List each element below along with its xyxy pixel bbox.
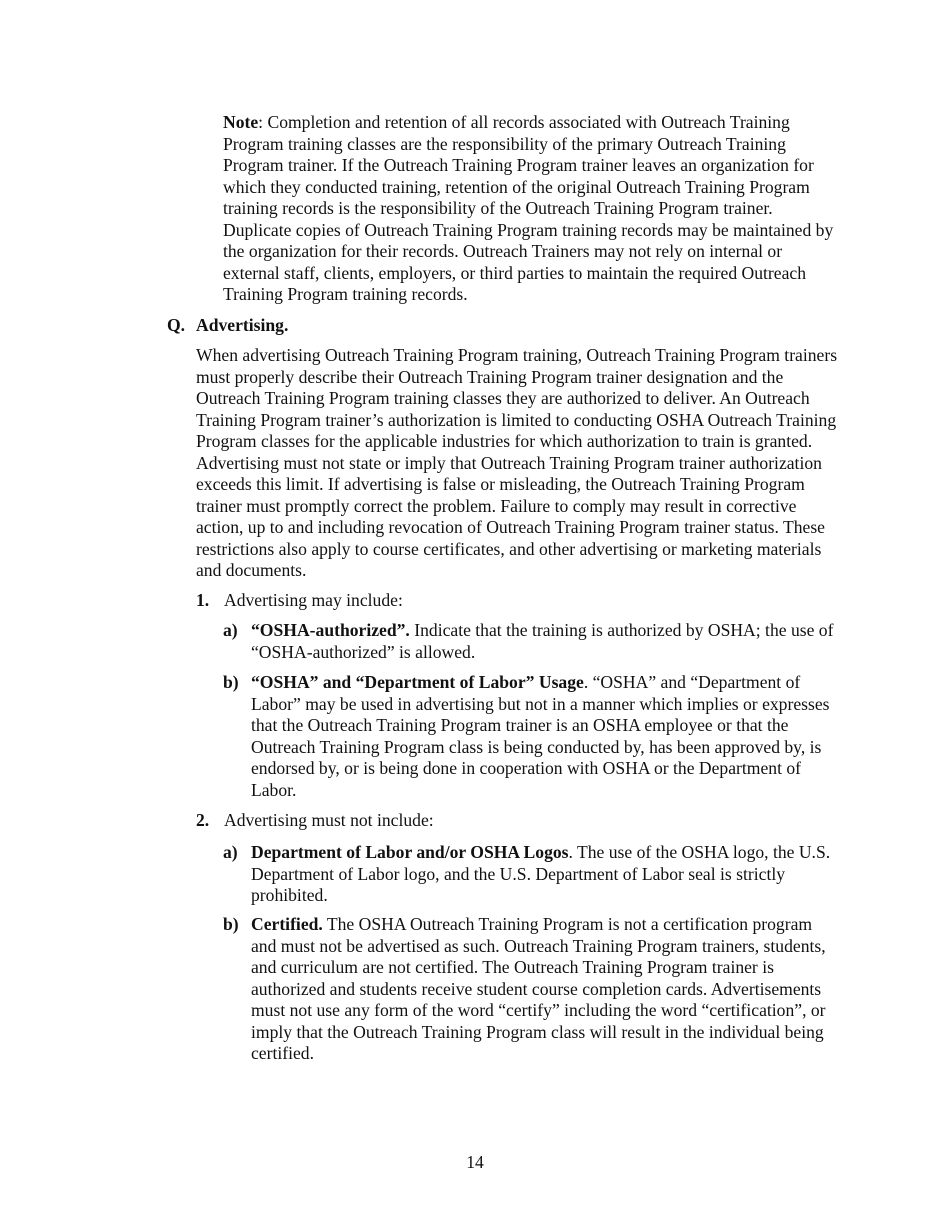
list-item-2b-label: b) — [223, 914, 239, 934]
list-item-2a-text: . The use of the OSHA logo, the U.S. Department of Labor logo, and the U.S. Department of Labor seal is strictly prohibited. — [251, 842, 831, 905]
section-q-title: Advertising. — [196, 315, 289, 335]
list-item-2 — [196, 810, 824, 832]
list-item-2-text: Advertising must not include: — [224, 810, 434, 830]
page-number: 14 — [466, 1152, 484, 1172]
list-item-1-text: Advertising may include: — [224, 590, 403, 610]
list-item-2a — [223, 842, 841, 907]
list-item-1b-title: “OSHA” and “Department of Labor” Usage — [251, 672, 584, 692]
list-item-2-label: 2. — [196, 810, 210, 830]
note-text: : Completion and retention of all records associated with Outreach Training Program training classes are the responsibility of the primary Outreach Training Program trainer. If the Outreach Training Program trainer leaves an organization for which they conducted training, retention of the original Outreach Training Program training records is the responsibility of the Outreach Training Program trainer. Duplicate copies of Outreach Training Program training records may be maintained by the organization for their records. Outreach Trainers may not rely on internal or external staff, clients, employers, or third parties to maintain the required Outreach Training Program training records. — [223, 112, 834, 304]
list-item-2a-title: Department of Labor and/or OSHA Logos — [251, 842, 569, 862]
list-item-1b-text: . “OSHA” and “Department of Labor” may be used in advertising but not in a manner which implies or expresses that the Outreach Training Program trainer is an OSHA employee or that the Outreach Training Program class is being conducted by, has been approved by, is endorsed by, or is being done in cooperation with OSHA or the Department of Labor. — [251, 672, 830, 800]
list-item-2b — [223, 914, 836, 1065]
list-item-2b-title: Certified. — [251, 914, 323, 934]
list-item-1a — [223, 620, 836, 663]
list-item-1b-label: b) — [223, 672, 239, 692]
list-item-1b — [223, 672, 841, 801]
list-item-2a-label: a) — [223, 842, 238, 862]
note-label: Note — [223, 112, 259, 132]
list-item-1a-title: “OSHA-authorized”. — [251, 620, 410, 640]
list-item-1a-text: Indicate that the training is authorized by OSHA; the use of “OSHA-authorized” is allowed. — [251, 620, 834, 662]
list-item-1 — [196, 590, 824, 612]
section-q-label: Q. — [167, 315, 186, 335]
list-item-2b-text: The OSHA Outreach Training Program is not a certification program and must not be advertised as such. Outreach Training Program trainers, students, and curriculum are not certified. The Outreach Training Program trainer is authorized and students receive student course completion cards. Advertisements must not use any form of the word “certify” including the word “certification”, or imply that the Outreach Training Program class will result in the individual being certified. — [251, 914, 826, 1063]
section-q-heading — [167, 315, 767, 337]
list-item-1-label: 1. — [196, 590, 210, 610]
section-q-body: When advertising Outreach Training Program training, Outreach Training Program trainers must properly describe their Outreach Training Program trainer designation and the Outreach Training Program training classes they are authorized to deliver. An Outreach Training Program trainer’s authorization is limited to conducting OSHA Outreach Training Program classes for the applicable industries for which authorization to train is granted. Advertising must not state or imply that Outreach Training Program trainer authorization exceeds this limit. If advertising is false or misleading, the Outreach Training Program trainer must promptly correct the problem. Failure to comply may result in corrective action, up to and including revocation of Outreach Training Program trainer status. These restrictions also apply to course certificates, and other advertising or marketing materials and documents. — [196, 345, 838, 580]
note-paragraph — [223, 112, 835, 306]
list-item-1a-label: a) — [223, 620, 238, 640]
